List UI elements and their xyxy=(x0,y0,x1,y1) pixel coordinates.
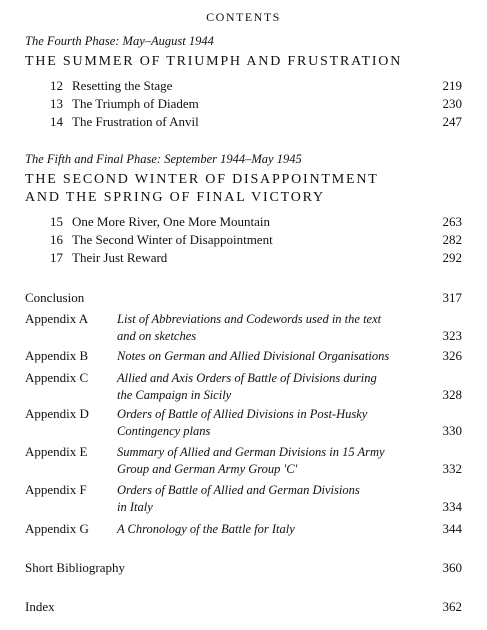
page-number: 326 xyxy=(442,348,462,363)
appendix-label: Appendix B xyxy=(25,348,89,363)
appendix-label: Appendix F xyxy=(25,482,87,497)
appendix-title: A Chronology of the Battle for Italy xyxy=(117,522,295,536)
chapter-title: Resetting the Stage xyxy=(72,78,173,93)
appendix-title: Orders of Battle of Allied and German Divisions in Italy xyxy=(117,483,360,514)
toc-entry-ch13[interactable] xyxy=(50,96,462,112)
appendix-label: Appendix C xyxy=(25,370,89,385)
page-number: 263 xyxy=(442,214,462,229)
appendix-title: Allied and Axis Orders of Battle of Divisions during the Campaign in Sicily xyxy=(117,371,377,402)
page-number: 328 xyxy=(442,387,462,402)
chapter-number: 13 xyxy=(50,96,63,111)
page-number: 362 xyxy=(442,599,462,614)
chapter-number: 15 xyxy=(50,214,63,229)
appendix-label: Appendix E xyxy=(25,444,88,459)
appendix-title: Orders of Battle of Allied Divisions in Post-Husky Contingency plans xyxy=(117,407,368,438)
page-number: 230 xyxy=(442,96,462,111)
entry-label: Conclusion xyxy=(25,290,85,305)
chapter-number: 16 xyxy=(50,232,63,247)
page-number: 332 xyxy=(442,461,462,476)
phase4-title: THE SUMMER OF TRIUMPH AND FRUSTRATION xyxy=(25,54,403,69)
entry-label: Index xyxy=(25,599,55,614)
phase5-title-line1: THE SECOND WINTER OF DISAPPOINTMENT xyxy=(25,172,379,187)
page-number: 334 xyxy=(442,499,462,514)
entry-label: Short Bibliography xyxy=(25,560,126,575)
appendix-title: List of Abbreviations and Codewords used in the text and on sketches xyxy=(117,312,382,343)
appendix-title: Summary of Allied and German Divisions in 15 Army Group and German Army Group 'C' xyxy=(117,445,385,476)
page-number: 247 xyxy=(442,114,462,129)
appendix-label: Appendix G xyxy=(25,521,89,536)
phase5-label: The Fifth and Final Phase: September 1944–May 1945 xyxy=(25,152,302,166)
toc-entry-ch17[interactable] xyxy=(50,250,462,266)
page-number: 360 xyxy=(442,560,462,575)
toc-entry-ch12[interactable] xyxy=(50,78,462,94)
chapter-number: 12 xyxy=(50,78,63,93)
page-number: 330 xyxy=(442,423,462,438)
phase4-label: The Fourth Phase: May–August 1944 xyxy=(25,34,214,48)
toc-entry-ch14[interactable] xyxy=(50,114,462,130)
toc-entry-ch16[interactable] xyxy=(50,232,462,248)
chapter-number: 14 xyxy=(50,114,63,129)
appendix-title: Notes on German and Allied Divisional Organisations xyxy=(117,349,390,363)
appendix-label: Appendix A xyxy=(25,311,89,326)
chapter-title: The Second Winter of Disappointment xyxy=(72,232,273,247)
page-number: 323 xyxy=(442,328,462,343)
phase5-title-line2: AND THE SPRING OF FINAL VICTORY xyxy=(25,190,325,205)
toc-entry-ch15[interactable] xyxy=(50,214,462,230)
chapter-number: 17 xyxy=(50,250,63,265)
page-number: 282 xyxy=(442,232,462,247)
contents-heading: CONTENTS xyxy=(206,10,281,24)
chapter-title: One More River, One More Mountain xyxy=(72,214,271,229)
page-number: 344 xyxy=(442,521,462,536)
chapter-title: The Frustration of Anvil xyxy=(72,114,199,129)
page-number: 317 xyxy=(442,290,462,305)
page-number: 292 xyxy=(442,250,462,265)
page-number: 219 xyxy=(442,78,462,93)
chapter-title: The Triumph of Diadem xyxy=(72,96,199,111)
chapter-title: Their Just Reward xyxy=(72,250,168,265)
appendix-label: Appendix D xyxy=(25,406,89,421)
